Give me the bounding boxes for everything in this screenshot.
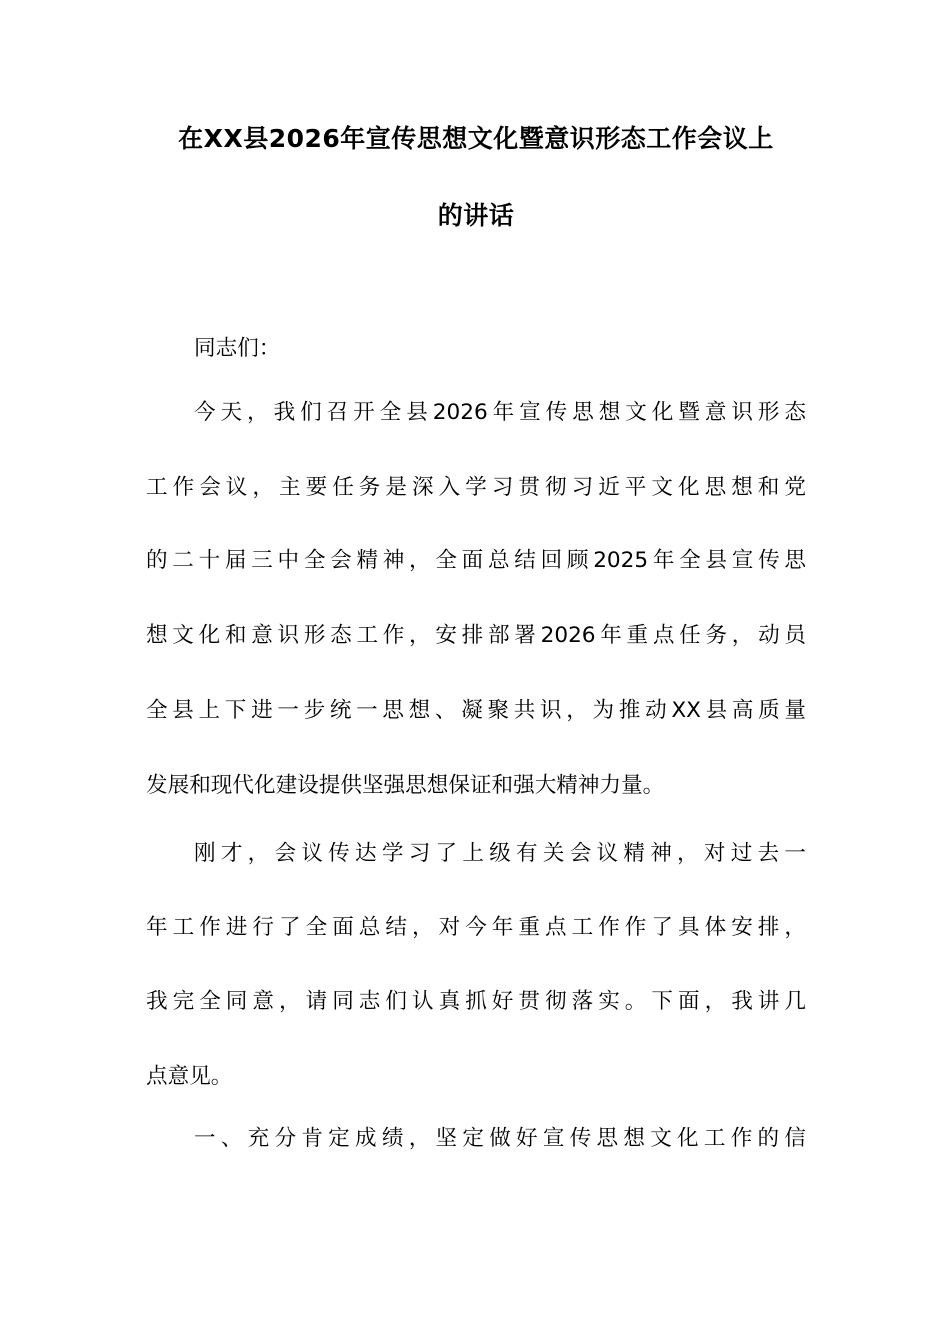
paragraph-1-line-6: 发展和现代化建设提供坚强思想保证和强大精神力量。 [146, 773, 665, 798]
paragraph-1-line-2: 工作会议，主要任务是深入学习贯彻习近平文化思想和党 [146, 475, 806, 500]
paragraph-2-line-1: 刚才，会议传达学习了上级有关会议精神，对过去一 [194, 841, 806, 866]
document-title-line-2: 的讲话 [437, 201, 515, 230]
paragraph-2-line-2: 年工作进行了全面总结，对今年重点工作作了具体安排， [146, 915, 806, 940]
paragraph-1-line-3: 的二十届三中全会精神，全面总结回顾2025年全县宣传思 [146, 548, 806, 573]
paragraph-1-line-1: 今天，我们召开全县2026年宣传思想文化暨意识形态 [194, 400, 806, 425]
section-heading-1: 一、充分肯定成绩，坚定做好宣传思想文化工作的信 [194, 1126, 806, 1151]
paragraph-1-line-5: 全县上下进一步统一思想、凝聚共识，为推动XX县高质量 [146, 698, 806, 723]
document-title-line-1: 在XX县2026年宣传思想文化暨意识形态工作会议上 [178, 124, 774, 153]
salutation: 同志们： [194, 336, 281, 361]
paragraph-2-line-3: 我完全同意，请同志们认真抓好贯彻落实。下面，我讲几 [146, 989, 806, 1014]
paragraph-1-line-4: 想文化和意识形态工作，安排部署2026年重点任务，动员 [146, 623, 806, 648]
paragraph-2-line-4: 点意见。 [146, 1064, 233, 1089]
